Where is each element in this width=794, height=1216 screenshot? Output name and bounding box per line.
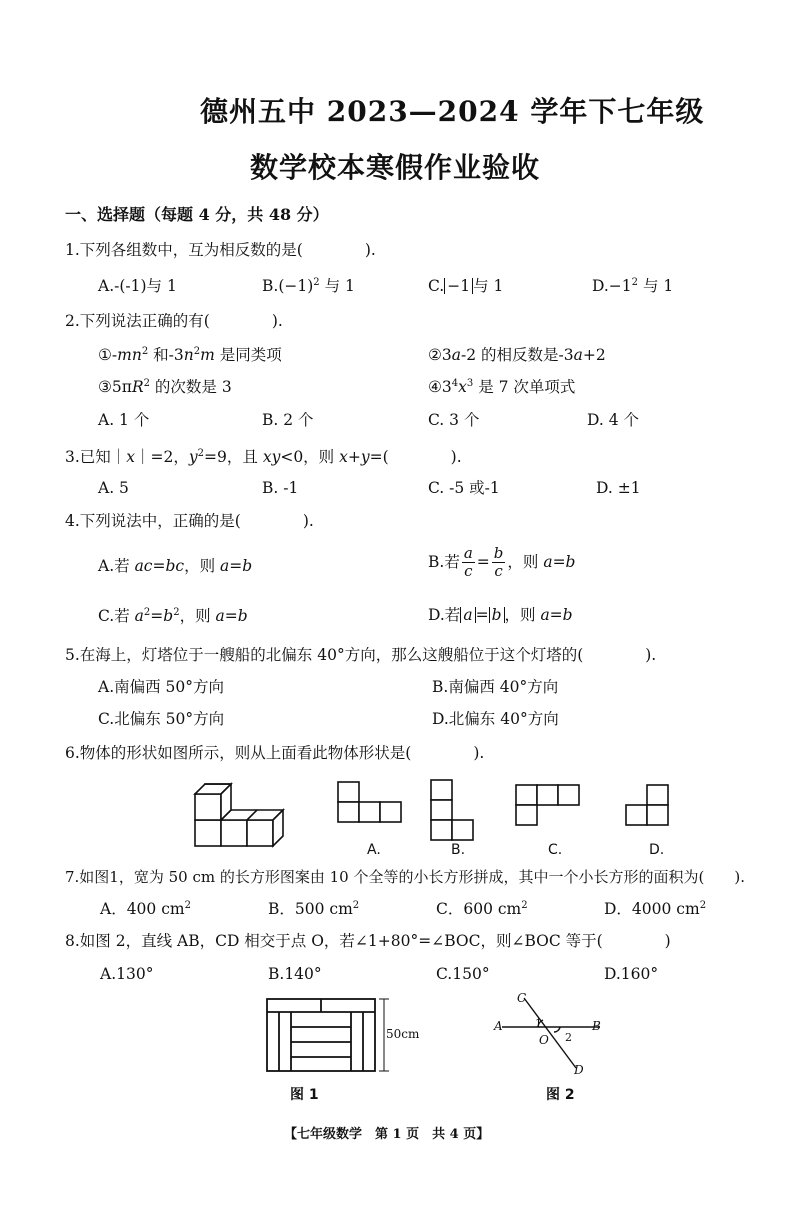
q2-option-b: B. 2 个: [262, 411, 314, 429]
q7-option-c: C．600 $cm^2$: [436, 900, 528, 918]
q4-option-a: A.若 ac=bc，则 a=b: [98, 557, 253, 575]
q2-stem: 2.下列说法正确的有( ).: [65, 312, 283, 330]
figure-2-label-c: C: [517, 991, 527, 1005]
q4-option-d: D.若 a = b ，则 a=b: [428, 606, 573, 624]
q2-statement-2: ②3a-2 的相反数是-3a+2: [428, 346, 606, 364]
q6-label-b: B.: [451, 842, 466, 858]
q7-option-d: D．4000 $cm^2$: [604, 900, 707, 918]
q5-option-d: D.北偏东 40°方向: [432, 710, 559, 728]
figure-2-intersecting-lines: [490, 992, 610, 1078]
q8-option-a: A.130°: [100, 965, 154, 983]
q3-stem: 3.已知｜x｜=2，$y^2=9$，且 xy<0，则 x+y=( ).: [65, 448, 462, 466]
figure-2-angle-2: 2: [565, 1031, 572, 1044]
q6-stem: 6.物体的形状如图所示，则从上面看此物体形状是( ).: [65, 744, 485, 762]
q1-option-a: A.-(-1)与 1: [98, 277, 177, 295]
q6-label-c: C.: [548, 842, 563, 858]
q4-stem: 4.下列说法中，正确的是( ).: [65, 512, 314, 530]
q3-option-a: A. 5: [98, 479, 129, 497]
q5-stem: 5.在海上，灯塔位于一艘船的北偏东 40°方向，那么这艘船位于这个灯塔的( ).: [65, 646, 657, 664]
figure-2-angle-1: 1: [535, 1017, 542, 1030]
q6-label-a: A.: [367, 842, 381, 858]
q5-option-a: A.南偏西 50°方向: [98, 678, 225, 696]
q1-stem: 1.下列各组数中，互为相反数的是( ).: [65, 241, 376, 259]
figure-1-dimension-label: 50cm: [386, 1027, 420, 1041]
q1-option-b: $B.(-1)^2$ 与 1: [262, 277, 355, 295]
q2-option-a: A. 1 个: [98, 411, 150, 429]
page-footer: 【七年级数学 第 1 页 共 4 页】: [284, 1127, 490, 1142]
figure-2-label-b: B: [592, 1019, 601, 1033]
figure-2-label-o: O: [539, 1033, 549, 1047]
q2-option-c: C. 3 个: [428, 411, 480, 429]
q6-solid-figure: [190, 780, 285, 850]
q1-option-c: C. −1 与 1: [428, 277, 504, 295]
q7-option-a: A．400 $cm^2$: [100, 900, 191, 918]
q7-option-b: B．500 $cm^2$: [268, 900, 360, 918]
q6-option-d-figure: [625, 784, 673, 826]
q8-option-d: D.160°: [604, 965, 659, 983]
q8-option-b: B.140°: [268, 965, 322, 983]
q2-statement-1: $①-mn^2$ 和$-3n^2m$ 是同类项: [98, 346, 282, 364]
q3-option-d: D. ±1: [596, 479, 641, 497]
figure-2-label-a: A: [494, 1019, 503, 1033]
q6-label-d: D.: [649, 842, 665, 858]
q8-option-c: C.150°: [436, 965, 490, 983]
q2-statement-3: $③5\pi R^2$ 的次数是 3: [98, 378, 232, 396]
title-line-2: 数学校本寒假作业验收: [250, 151, 541, 184]
q2-statement-4: $④3^4x^3$ 是 7 次单项式: [428, 378, 576, 396]
q6-option-b-figure: [430, 779, 478, 843]
q7-stem: 7.如图1，宽为 50 cm 的长方形图案由 10 个全等的小长方形拼成，其中一个小长方形的面积为( ).: [65, 868, 745, 886]
q3-option-b: B. -1: [262, 479, 299, 497]
section-heading: 一、选择题（每题 4 分，共 48 分）: [65, 205, 329, 224]
q4-option-c: C.若 $a^2=b^2$，则 a=b: [98, 607, 248, 625]
q4-option-b: B.若 $\frac{a}{c}$ = $\frac{b}{c}$ ，则 a=b: [428, 544, 576, 580]
q1-option-d: $D.-1^2$ 与 1: [592, 277, 674, 295]
figure-1-caption: 图 1: [290, 1087, 319, 1103]
figure-2-caption: 图 2: [546, 1087, 575, 1103]
q2-option-d: D. 4 个: [587, 411, 640, 429]
figure-2-label-d: D: [574, 1063, 584, 1077]
q3-option-c: C. -5 或-1: [428, 479, 500, 497]
q5-option-b: B.南偏西 40°方向: [432, 678, 559, 696]
q6-option-a-figure: [337, 781, 405, 823]
q8-stem: 8.如图 2，直线 AB，CD 相交于点 O，若∠1+80°=∠BOC，则∠BOC 等于( ): [65, 932, 671, 950]
title-line-1: 德州五中 2023—2024 学年下七年级: [200, 95, 705, 128]
q5-option-c: C.北偏东 50°方向: [98, 710, 225, 728]
q6-option-c-figure: [515, 784, 583, 826]
